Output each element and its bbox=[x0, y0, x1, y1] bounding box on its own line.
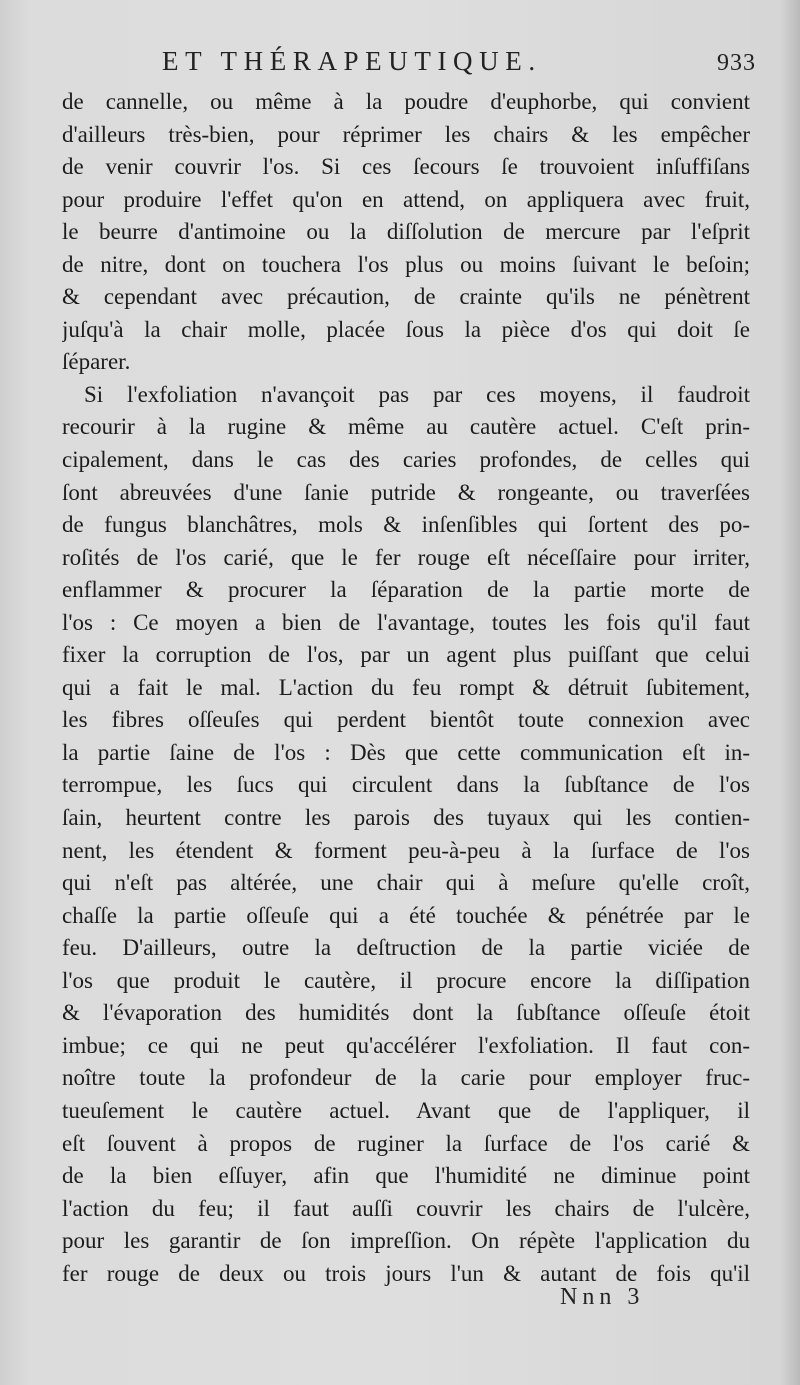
text-line: les fibres oſſeuſes qui perdent bientôt toute connexion avec bbox=[62, 707, 750, 733]
text-line: l'action du feu; il faut auſſi couvrir les chairs de l'ulcère, bbox=[62, 1195, 750, 1221]
text-line: l'os que produit le cautère, il procure encore la diſſipation bbox=[62, 967, 750, 993]
text-line: de fungus blanchâtres, mols & inſenſibles qui ſortent des po- bbox=[62, 512, 750, 538]
text-line: & l'évaporation des humidités dont la ſubſtance oſſeuſe étoit bbox=[62, 1000, 750, 1026]
text-line: ſéparer. bbox=[62, 349, 131, 375]
body-text bbox=[62, 86, 750, 1290]
text-line: terrompue, les ſucs qui circulent dans la ſubſtance de l'os bbox=[62, 772, 750, 798]
text-line: feu. D'ailleurs, outre la deſtruction de la partie viciée de bbox=[62, 935, 750, 961]
text-line: la partie ſaine de l'os : Dès que cette communication eſt in- bbox=[62, 739, 750, 765]
text-line: d'ailleurs très-bien, pour réprimer les chairs & les empêcher bbox=[62, 121, 750, 147]
text-line: qui a fait le mal. L'action du feu rompt & détruit ſubitement, bbox=[62, 674, 750, 700]
running-head bbox=[62, 46, 762, 82]
text-line: ſain, heurtent contre les parois des tuyaux qui les contien- bbox=[62, 805, 750, 831]
text-line: noître toute la profondeur de la carie pour employer fruc- bbox=[62, 1065, 750, 1091]
text-line: pour produire l'effet qu'on en attend, on appliquera avec fruit, bbox=[62, 186, 750, 212]
text-line: de cannelle, ou même à la poudre d'euphorbe, qui convient bbox=[62, 89, 750, 114]
text-line: imbue; ce qui ne peut qu'accélérer l'exfoliation. Il faut con- bbox=[62, 1032, 750, 1058]
page-number: 933 bbox=[717, 50, 756, 76]
text-line: de venir couvrir l'os. Si ces ſecours ſe trouvoient inſuffiſans bbox=[62, 154, 750, 180]
text-line: tueuſement le cautère actuel. Avant que de l'appliquer, il bbox=[62, 1097, 750, 1123]
text-line: cipalement, dans le cas des caries profondes, de celles qui bbox=[62, 447, 750, 473]
text-line: qui n'eſt pas altérée, une chair qui à meſure qu'elle croît, bbox=[62, 870, 750, 896]
text-line: pour les garantir de ſon impreſſion. On répète l'application du bbox=[62, 1228, 750, 1254]
text-line: ſont abreuvées d'une ſanie putride & rongeante, ou traverſées bbox=[62, 479, 750, 505]
text-line: chaſſe la partie oſſeuſe qui a été touchée & pénétrée par le bbox=[62, 902, 750, 928]
paragraph bbox=[62, 379, 750, 1290]
paragraph bbox=[62, 86, 750, 379]
text-line: juſqu'à la chair molle, placée ſous la pièce d'os qui doit ſe bbox=[62, 316, 750, 342]
text-line: de nitre, dont on touchera l'os plus ou moins ſuivant le beſoin; bbox=[62, 251, 750, 277]
running-title: ET THÉRAPEUTIQUE. bbox=[162, 46, 542, 76]
text-line: de la bien eſſuyer, afin que l'humidité ne diminue point bbox=[62, 1163, 750, 1189]
printer-signature: Nnn 3 bbox=[560, 1284, 645, 1310]
text-line: nent, les étendent & forment peu-à-peu à la ſurface de l'os bbox=[62, 837, 750, 863]
text-line: le beurre d'antimoine ou la diſſolution de mercure par l'eſprit bbox=[62, 219, 750, 245]
text-line: fer rouge de deux ou trois jours l'un & autant de fois qu'il bbox=[62, 1260, 750, 1286]
text-line: Si l'exfoliation n'avançoit pas par ces moyens, il faudroit bbox=[84, 381, 750, 407]
text-line: l'os : Ce moyen a bien de l'avantage, toutes les fois qu'il faut bbox=[62, 609, 750, 635]
text-line: fixer la corruption de l'os, par un agent plus puiſſant que celui bbox=[62, 642, 750, 668]
text-line: eſt ſouvent à propos de ruginer la ſurface de l'os carié & bbox=[62, 1130, 750, 1156]
text-line: enflammer & procurer la ſéparation de la partie morte de bbox=[62, 577, 750, 603]
text-line: roſités de l'os carié, que le fer rouge eſt néceſſaire pour irriter, bbox=[62, 544, 750, 570]
text-line: recourir à la rugine & même au cautère actuel. C'eſt prin- bbox=[62, 414, 750, 440]
text-line: & cependant avec précaution, de crainte qu'ils ne pénètrent bbox=[62, 284, 750, 310]
